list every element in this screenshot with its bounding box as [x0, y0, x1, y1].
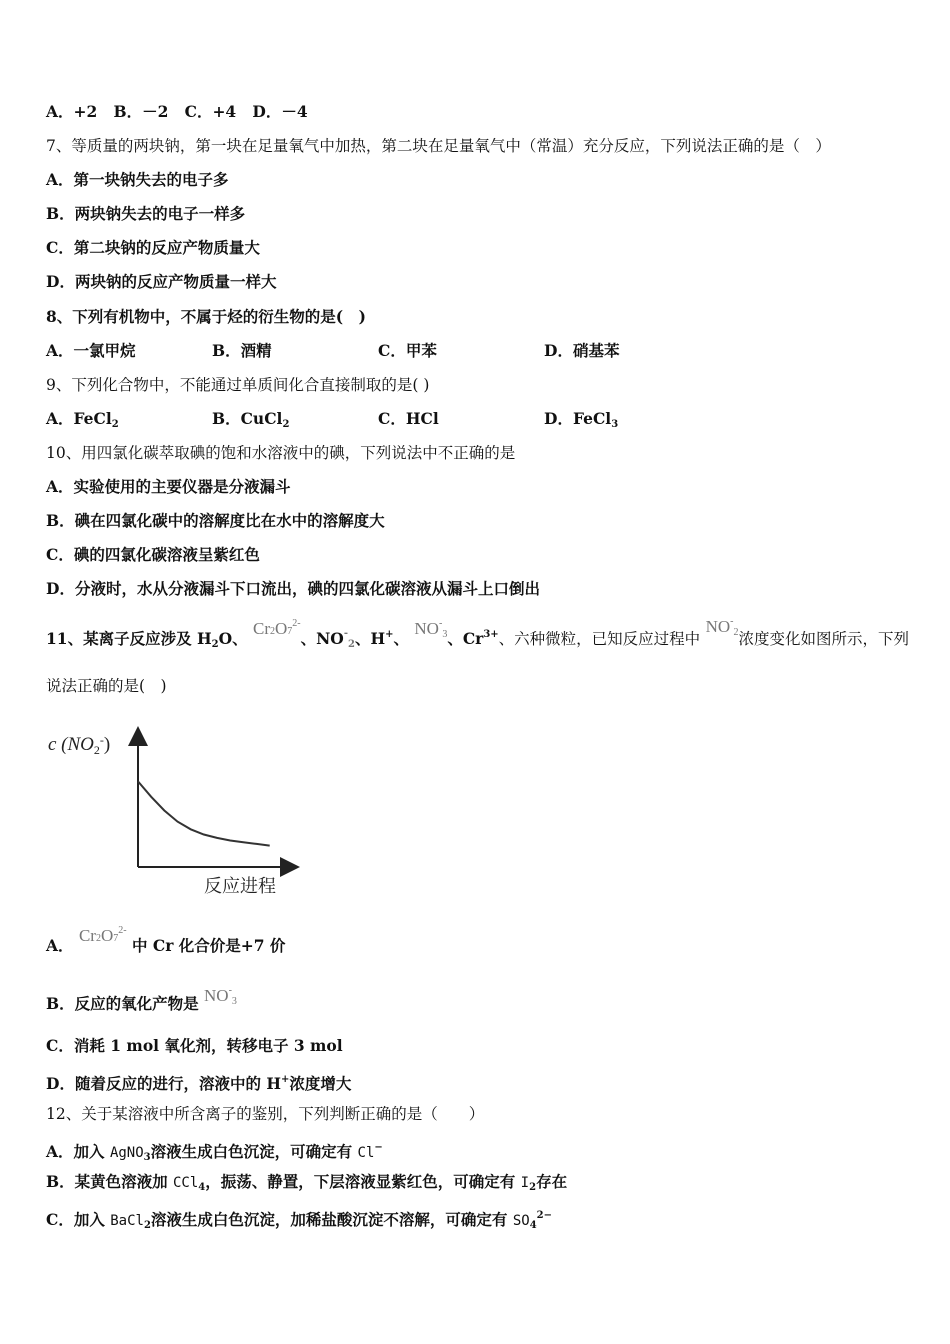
q12-option-b	[46, 1172, 567, 1198]
q11-chromium-text: 、Cr	[447, 629, 484, 648]
q11-option-d-charge: +	[280, 1074, 290, 1085]
q8-options	[46, 341, 619, 361]
q9-option-d	[544, 409, 618, 435]
q7-option-d: D．两块钠的反应产物质量一样大	[46, 272, 277, 291]
dichromate-a-sub1: 2	[95, 933, 101, 944]
q12-a-chloride: Cl	[357, 1145, 375, 1161]
q11-option-a-label: A．	[46, 936, 74, 955]
q11-nitrite-charge: -	[343, 628, 348, 639]
q9-option-b-text: B．CuCl	[212, 409, 283, 428]
q12-option-a	[46, 1138, 383, 1168]
dichromate-a-o: O	[100, 926, 114, 945]
q12-b-sub: 4	[198, 1182, 206, 1193]
q6-option-c: C．+4	[184, 102, 237, 121]
dichromate-formula	[253, 619, 301, 638]
q12-b-iodine: I	[520, 1175, 530, 1191]
q10-option-c: C．碘的四氯化碳溶液呈紫红色	[46, 545, 260, 564]
nitrate-b-charge: -	[228, 985, 232, 996]
q12-a-part1: A．加入	[46, 1142, 110, 1161]
q11-stem	[46, 616, 910, 655]
dichromate-sub1: 2	[270, 626, 276, 637]
nitrite-inline-charge: -	[730, 616, 734, 627]
q8-option-b: B．酒精	[212, 341, 272, 360]
q11-nitrite-sub: 2	[347, 639, 355, 650]
q12-c-charge: 2−	[536, 1210, 552, 1221]
q9-option-b	[212, 409, 378, 435]
q7-stem: 7、等质量的两块钠，第一块在足量氧气中加热，第二块在足量氧气中（常温）充分反应，下列说法正确的是（ ）	[46, 137, 831, 155]
q9-option-a-text: A．FeCl	[46, 409, 112, 428]
q9-option-a-sub: 2	[111, 419, 119, 430]
q10-option-d: D．分液时，水从分液漏斗下口流出，碘的四氯化碳溶液从漏斗上口倒出	[46, 579, 540, 598]
nitrite-inline-main: NO	[705, 617, 731, 636]
q6-option-a: A．+2	[46, 102, 98, 121]
q8-option-d: D．硝基苯	[544, 341, 620, 360]
q12-b-ccl4: CCl	[173, 1175, 199, 1191]
q6-option-b: B．－2	[113, 102, 169, 121]
nitrite-formula-inline	[706, 617, 739, 636]
nitrate-charge: -	[438, 618, 443, 629]
q6-options	[46, 102, 308, 122]
q12-c-bacl2: BaCl	[110, 1213, 144, 1229]
q12-c-sulfate: SO	[512, 1213, 530, 1229]
nitrate-b-sub: 3	[231, 996, 237, 1007]
q10-stem: 10、用四氯化碳萃取碘的饱和水溶液中的碘，下列说法中不正确的是	[46, 444, 516, 462]
dichromate-formula-option-a	[79, 926, 127, 945]
q9-option-c: C．HCl	[378, 409, 439, 428]
dichromate-a-cr: Cr	[78, 926, 96, 945]
q11-stem-part4: 浓度变化如图所示，下列	[738, 630, 910, 648]
nitrate-main: NO	[414, 619, 439, 638]
q11-water-sub: 2	[211, 639, 219, 650]
nitrate-formula-stem	[414, 619, 447, 638]
q11-stem-line2: 说法正确的是( )	[46, 677, 167, 695]
y-axis-label: c $(NO_2^-)$	[48, 733, 111, 757]
q11-stem-part3: 、六种微粒，已知反应过程中	[498, 630, 701, 648]
q9-option-a	[46, 409, 212, 435]
q11-option-a-text: 中 Cr 化合价是+7 价	[131, 936, 286, 955]
q10-option-a: A．实验使用的主要仪器是分液漏斗	[46, 477, 291, 496]
dichromate-charge: 2-	[292, 618, 301, 629]
q7-option-a: A．第一块钠失去的电子多	[46, 170, 229, 189]
q9-options	[46, 409, 618, 435]
nitrate-formula-option-b	[204, 986, 237, 1005]
q12-a-silver-nitrate: AgNO	[109, 1145, 144, 1161]
q8-option-a: A．一氯甲烷	[46, 341, 136, 360]
q11-option-d-text2: 浓度增大	[289, 1074, 352, 1093]
q11-option-d	[46, 1070, 351, 1094]
q12-c-part2: 溶液生成白色沉淀，加稀盐酸沉淀不溶解，可确定有	[150, 1210, 513, 1229]
q11-option-c: C．消耗 1 mol 氧化剂，转移电子 3 mol	[46, 1036, 343, 1055]
q12-b-part3: 存在	[536, 1172, 568, 1191]
q12-c-sub2: 4	[529, 1220, 537, 1231]
q11-option-b-text: B．反应的氧化产物是	[46, 994, 199, 1013]
q9-stem: 9、下列化合物中，不能通过单质间化合直接制取的是( )	[46, 376, 430, 394]
q11-stem-part2: O、	[218, 629, 248, 648]
q12-c-part1: C．加入	[46, 1210, 111, 1229]
nitrite-concentration-chart	[46, 722, 306, 900]
q11-option-b	[46, 985, 237, 1020]
q11-nitrite-text: 、NO	[300, 629, 344, 648]
nitrate-b-main: NO	[204, 986, 229, 1005]
nitrite-inline-sub: 2	[733, 627, 739, 638]
q12-stem: 12、关于某溶液中所含离子的鉴别，下列判断正确的是（ ）	[46, 1105, 485, 1123]
dichromate-sub2: 7	[287, 626, 293, 637]
q9-option-b-sub: 2	[282, 419, 290, 430]
dichromate-cr: Cr	[253, 619, 271, 638]
q12-option-c	[46, 1206, 552, 1236]
q6-option-d: D．－4	[252, 102, 308, 121]
dichromate-o: O	[275, 619, 288, 638]
q11-chromium-charge: 3+	[483, 629, 499, 640]
q9-option-d-sub: 3	[611, 419, 619, 430]
q12-b-part2: ，振荡、静置，下层溶液显紫红色，可确定有	[205, 1172, 521, 1191]
q8-stem: 8、下列有机物中，不属于烃的衍生物的是( )	[46, 307, 366, 326]
q10-option-b: B．碘在四氯化碳中的溶解度比在水中的溶解度大	[46, 511, 385, 530]
nitrate-sub: 3	[442, 629, 448, 640]
q11-option-a	[46, 925, 286, 959]
q11-sep3: 、	[393, 629, 409, 648]
q12-a-part2: 溶液生成白色沉淀，可确定有	[150, 1142, 358, 1161]
q11-option-d-text: D．随着反应的进行，溶液中的 H	[46, 1074, 281, 1093]
nitrite-concentration-curve	[138, 781, 270, 845]
x-axis-label: 反应进程	[204, 876, 276, 896]
dichromate-a-sub2: 7	[113, 933, 119, 944]
q11-hydrogen-text: 、H	[354, 629, 386, 648]
q7-option-b: B．两块钠失去的电子一样多	[46, 204, 246, 223]
q11-stem-part1: 11、某离子反应涉及 H	[46, 629, 212, 648]
q12-b-part1: B．某黄色溶液加	[46, 1172, 173, 1191]
q12-b-sub2: 2	[529, 1182, 537, 1193]
q9-option-d-text: D．FeCl	[544, 409, 612, 428]
q12-a-sub: 3	[143, 1152, 151, 1163]
q12-c-sub: 2	[143, 1220, 151, 1231]
dichromate-a-charge: 2-	[118, 925, 127, 936]
q12-a-charge: −	[374, 1142, 383, 1153]
q11-hydrogen-charge: +	[385, 629, 394, 640]
q7-option-c: C．第二块钠的反应产物质量大	[46, 238, 260, 257]
q8-option-c: C．甲苯	[378, 341, 437, 360]
